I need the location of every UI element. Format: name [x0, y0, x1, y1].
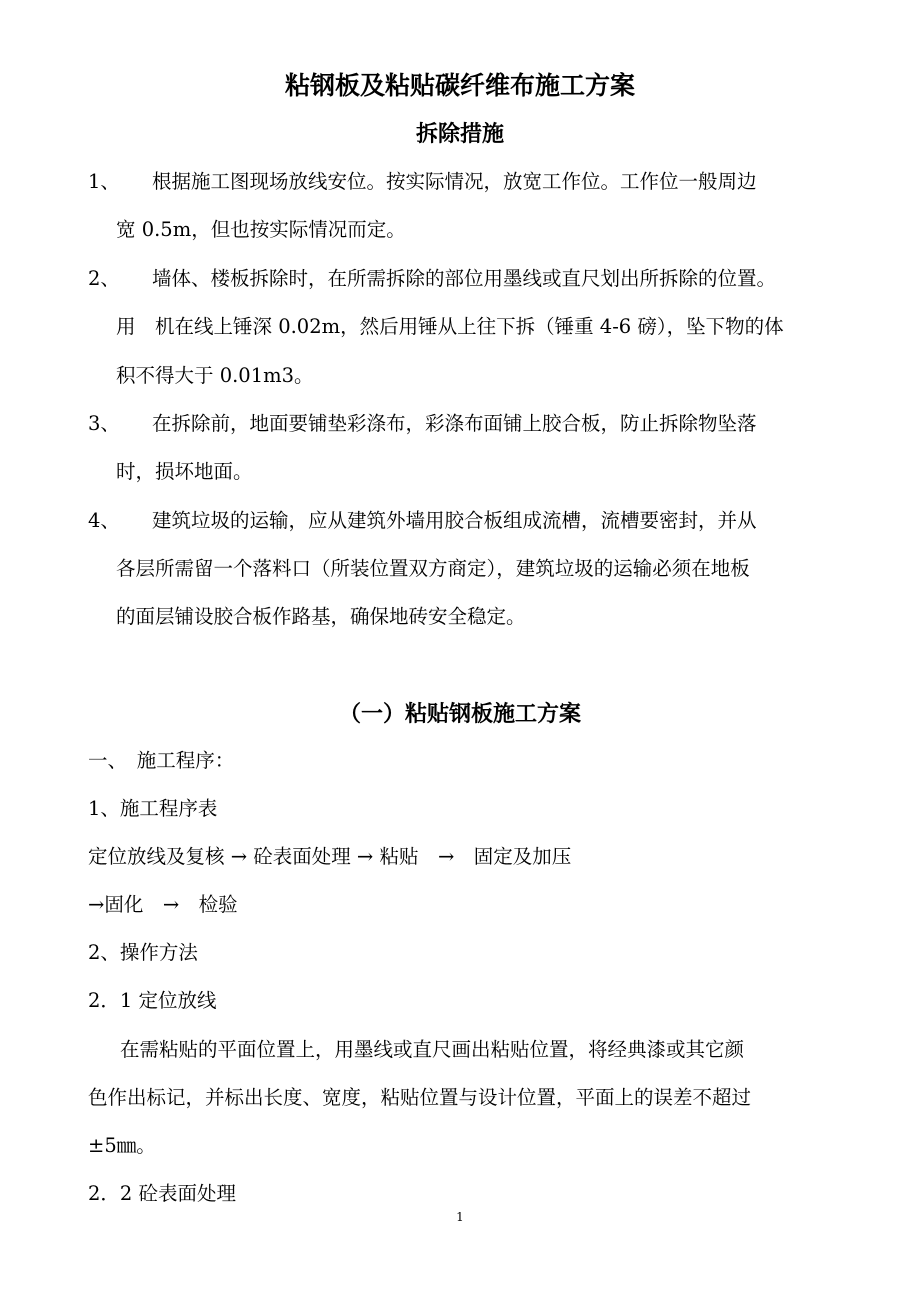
item-text-line: 积不得大于 0.01m3。	[116, 364, 314, 387]
item-number: 1、	[88, 170, 120, 193]
item-text-line: 各层所需留一个落料口（所装位置双方商定），建筑垃圾的运输必须在地板	[116, 557, 750, 580]
heading-operation-method: 2、操作方法	[88, 941, 198, 964]
paragraph-line: ±5㎜。	[88, 1134, 156, 1157]
paragraph-line: 色作出标记，并标出长度、宽度，粘贴位置与设计位置，平面上的误差不超过	[88, 1086, 752, 1109]
item-text-line: 用 机在线上锤深 0.02m，然后用锤从上往下拆（锤重 4-6 磅），坠下物的体	[116, 315, 784, 338]
heading-surface-treatment: 2．2 砼表面处理	[88, 1182, 237, 1205]
demolition-title: 拆除措施	[415, 121, 504, 147]
heading-procedure-table: 1、施工程序表	[88, 797, 218, 820]
page-number: 1	[456, 1210, 464, 1224]
item-text-line: 墙体、楼板拆除时，在所需拆除的部位用墨线或直尺划出所拆除的位置。	[152, 267, 777, 290]
item-text-line: 建筑垃圾的运输，应从建筑外墙用胶合板组成流槽，流槽要密封，并从	[152, 509, 757, 532]
flow-line: →固化 → 检验	[88, 893, 238, 916]
heading-positioning: 2．1 定位放线	[88, 989, 217, 1012]
item-text-line: 宽 0.5m，但也按实际情况而定。	[116, 218, 406, 241]
item-number: 4、	[88, 509, 120, 532]
flow-line: 定位放线及复核 → 砼表面处理 → 粘贴 → 固定及加压	[88, 845, 572, 868]
heading-construction-procedure: 一、 施工程序：	[88, 749, 235, 772]
item-number: 2、	[88, 267, 120, 290]
item-text-line: 根据施工图现场放线安位。按实际情况，放宽工作位。工作位一般周边	[152, 170, 757, 193]
main-title: 粘钢板及粘贴碳纤维布施工方案	[284, 71, 635, 100]
paragraph-line: 在需粘贴的平面位置上，用墨线或直尺画出粘贴位置，将经典漆或其它颜	[120, 1038, 745, 1061]
steel-section-title: （一）粘贴钢板施工方案	[338, 701, 581, 727]
item-text-line: 的面层铺设胶合板作路基，确保地砖安全稳定。	[116, 605, 526, 628]
item-number: 3、	[88, 412, 120, 435]
item-text-line: 在拆除前，地面要铺垫彩涤布，彩涤布面铺上胶合板，防止拆除物坠落	[152, 412, 757, 435]
item-text-line: 时，损坏地面。	[116, 460, 253, 483]
